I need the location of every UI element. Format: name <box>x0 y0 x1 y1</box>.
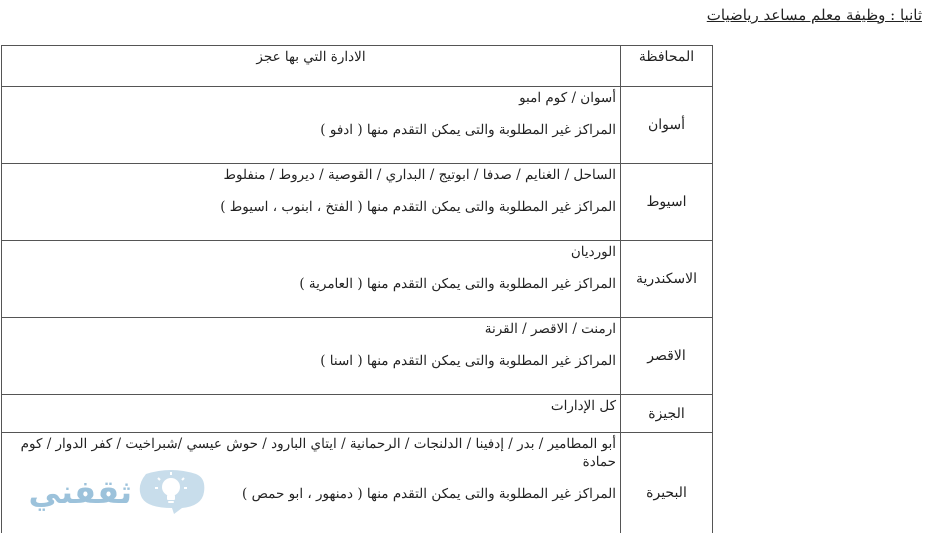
optional-centers: المراكز غير المطلوبة والتى يمكن التقدم منها ( الفتخ ، ابنوب ، اسيوط ) <box>220 199 616 215</box>
required-admins: أسوان / كوم امبو <box>519 90 616 106</box>
admins-cell <box>2 241 621 318</box>
governorate-cell: البحيرة <box>621 433 713 533</box>
optional-centers: المراكز غير المطلوبة والتى يمكن التقدم منها ( ادفو ) <box>320 122 616 138</box>
governorate-cell: الاقصر <box>621 318 713 395</box>
admins-cell <box>2 318 621 395</box>
watermark-logo-text: ثقفني <box>28 473 132 511</box>
table-row <box>2 87 713 164</box>
section-heading: ثانيا : وظيفة معلم مساعد رياضيات <box>706 6 922 24</box>
table-row <box>2 164 713 241</box>
header-governorate: المحافظة <box>621 46 713 87</box>
optional-centers: المراكز غير المطلوبة والتى يمكن التقدم منها ( العامرية ) <box>299 276 616 292</box>
required-admins: الورديان <box>570 244 616 260</box>
vacancies-table <box>1 45 713 533</box>
required-admins: أبو المطامير / بدر / إدفينا / الدلنجات / الرحمانية / ايتاي البارود / حوش عيسي /شبراخيت / كفر الدوار / كوم حمادة <box>20 436 616 470</box>
admins-cell <box>2 164 621 241</box>
governorate-cell: اسيوط <box>621 164 713 241</box>
table-row <box>2 318 713 395</box>
required-admins: الساحل / الغنايم / صدفا / ابوتيج / البداري / القوصية / ديروط / منفلوط <box>223 167 616 183</box>
optional-centers: المراكز غير المطلوبة والتى يمكن التقدم منها ( دمنهور ، ابو حمص ) <box>242 486 616 502</box>
admins-cell <box>2 87 621 164</box>
table-row <box>2 241 713 318</box>
table-header-row <box>2 46 713 87</box>
table-row <box>2 395 713 433</box>
site-watermark <box>14 468 210 516</box>
lightbulb-icon <box>136 468 206 514</box>
optional-centers: المراكز غير المطلوبة والتى يمكن التقدم منها ( اسنا ) <box>320 353 616 369</box>
governorate-cell: أسوان <box>621 87 713 164</box>
governorate-cell: الاسكندرية <box>621 241 713 318</box>
header-admins: الادارة التي بها عجز <box>2 46 621 87</box>
required-admins: ارمنت / الاقصر / القرنة <box>484 321 616 337</box>
required-admins: كل الإدارات <box>550 398 616 414</box>
governorate-cell: الجيزة <box>621 395 713 433</box>
admins-cell <box>2 395 621 433</box>
